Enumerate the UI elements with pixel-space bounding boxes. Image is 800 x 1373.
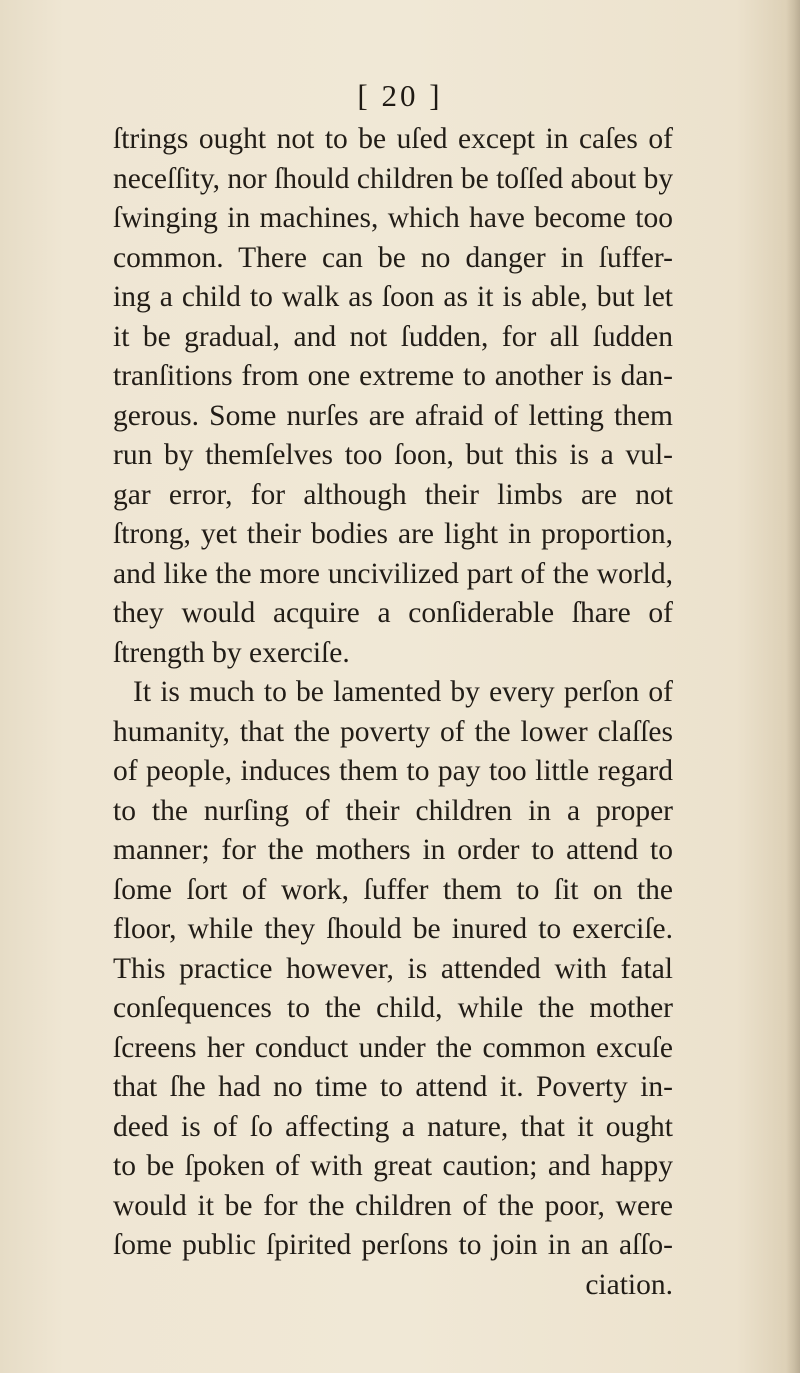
text-line: gerous. Some nurſes are afraid of letting them xyxy=(113,399,673,432)
paragraph-start-line: It is much to be lamented by every perſon of xyxy=(133,676,673,708)
text-line: gar error, for although their limbs are not xyxy=(113,478,673,511)
text-line: it be gradual, and not ſudden, for all ſudden xyxy=(113,320,673,353)
text-line: humanity, that the poverty of the lower claſſes xyxy=(113,715,673,748)
page-edge-shadow xyxy=(786,0,800,1373)
text-line: common. There can be no danger in ſuffer- xyxy=(113,241,673,274)
text-line: neceſſity, nor ſhould children be toſſed about by xyxy=(113,162,674,195)
text-line: manner; for the mothers in order to attend to xyxy=(113,834,673,866)
text-line: ſtrings ought not to be uſed except in caſes of xyxy=(113,123,673,155)
text-line: conſequences to the child, while the mother xyxy=(113,992,673,1024)
text-line: ſwinging in machines, which have become too xyxy=(113,202,673,234)
text-line: ſtrength by exerciſe. xyxy=(113,636,350,669)
text-line: ſcreens her conduct under the common excuſe xyxy=(113,1031,673,1064)
text-line: This practice however, is attended with fatal xyxy=(113,952,673,985)
text-line: and like the more uncivilized part of the world, xyxy=(113,557,673,590)
text-line: to the nurſing of their children in a proper xyxy=(113,794,673,827)
text-line: tranſitions from one extreme to another is dan- xyxy=(113,360,673,392)
body-text xyxy=(113,120,673,1305)
catchword: ciation. xyxy=(585,1268,673,1301)
text-line: ing a child to walk as ſoon as it is able, but let xyxy=(113,281,673,313)
text-line: deed is of ſo affecting a nature, that it ought xyxy=(113,1110,673,1143)
page-number: [ 20 ] xyxy=(357,78,443,113)
text-line: to be ſpoken of with great caution; and happy xyxy=(113,1150,673,1182)
text-line: ſome public ſpirited perſons to join in an aſſo- xyxy=(113,1229,673,1261)
text-line: ſome ſort of work, ſuffer them to ſit on the xyxy=(113,873,673,906)
text-line: ſtrong, yet their bodies are light in proportion, xyxy=(113,518,673,550)
text-line: that ſhe had no time to attend it. Poverty in- xyxy=(113,1071,673,1103)
text-line: would it be for the children of the poor, were xyxy=(113,1189,673,1222)
text-line: floor, while they ſhould be inured to exerciſe. xyxy=(113,913,673,945)
text-line: of people, induces them to pay too little regard xyxy=(113,755,673,787)
text-line: run by themſelves too ſoon, but this is a vul- xyxy=(113,439,673,471)
text-line: they would acquire a conſiderable ſhare of xyxy=(113,597,673,629)
